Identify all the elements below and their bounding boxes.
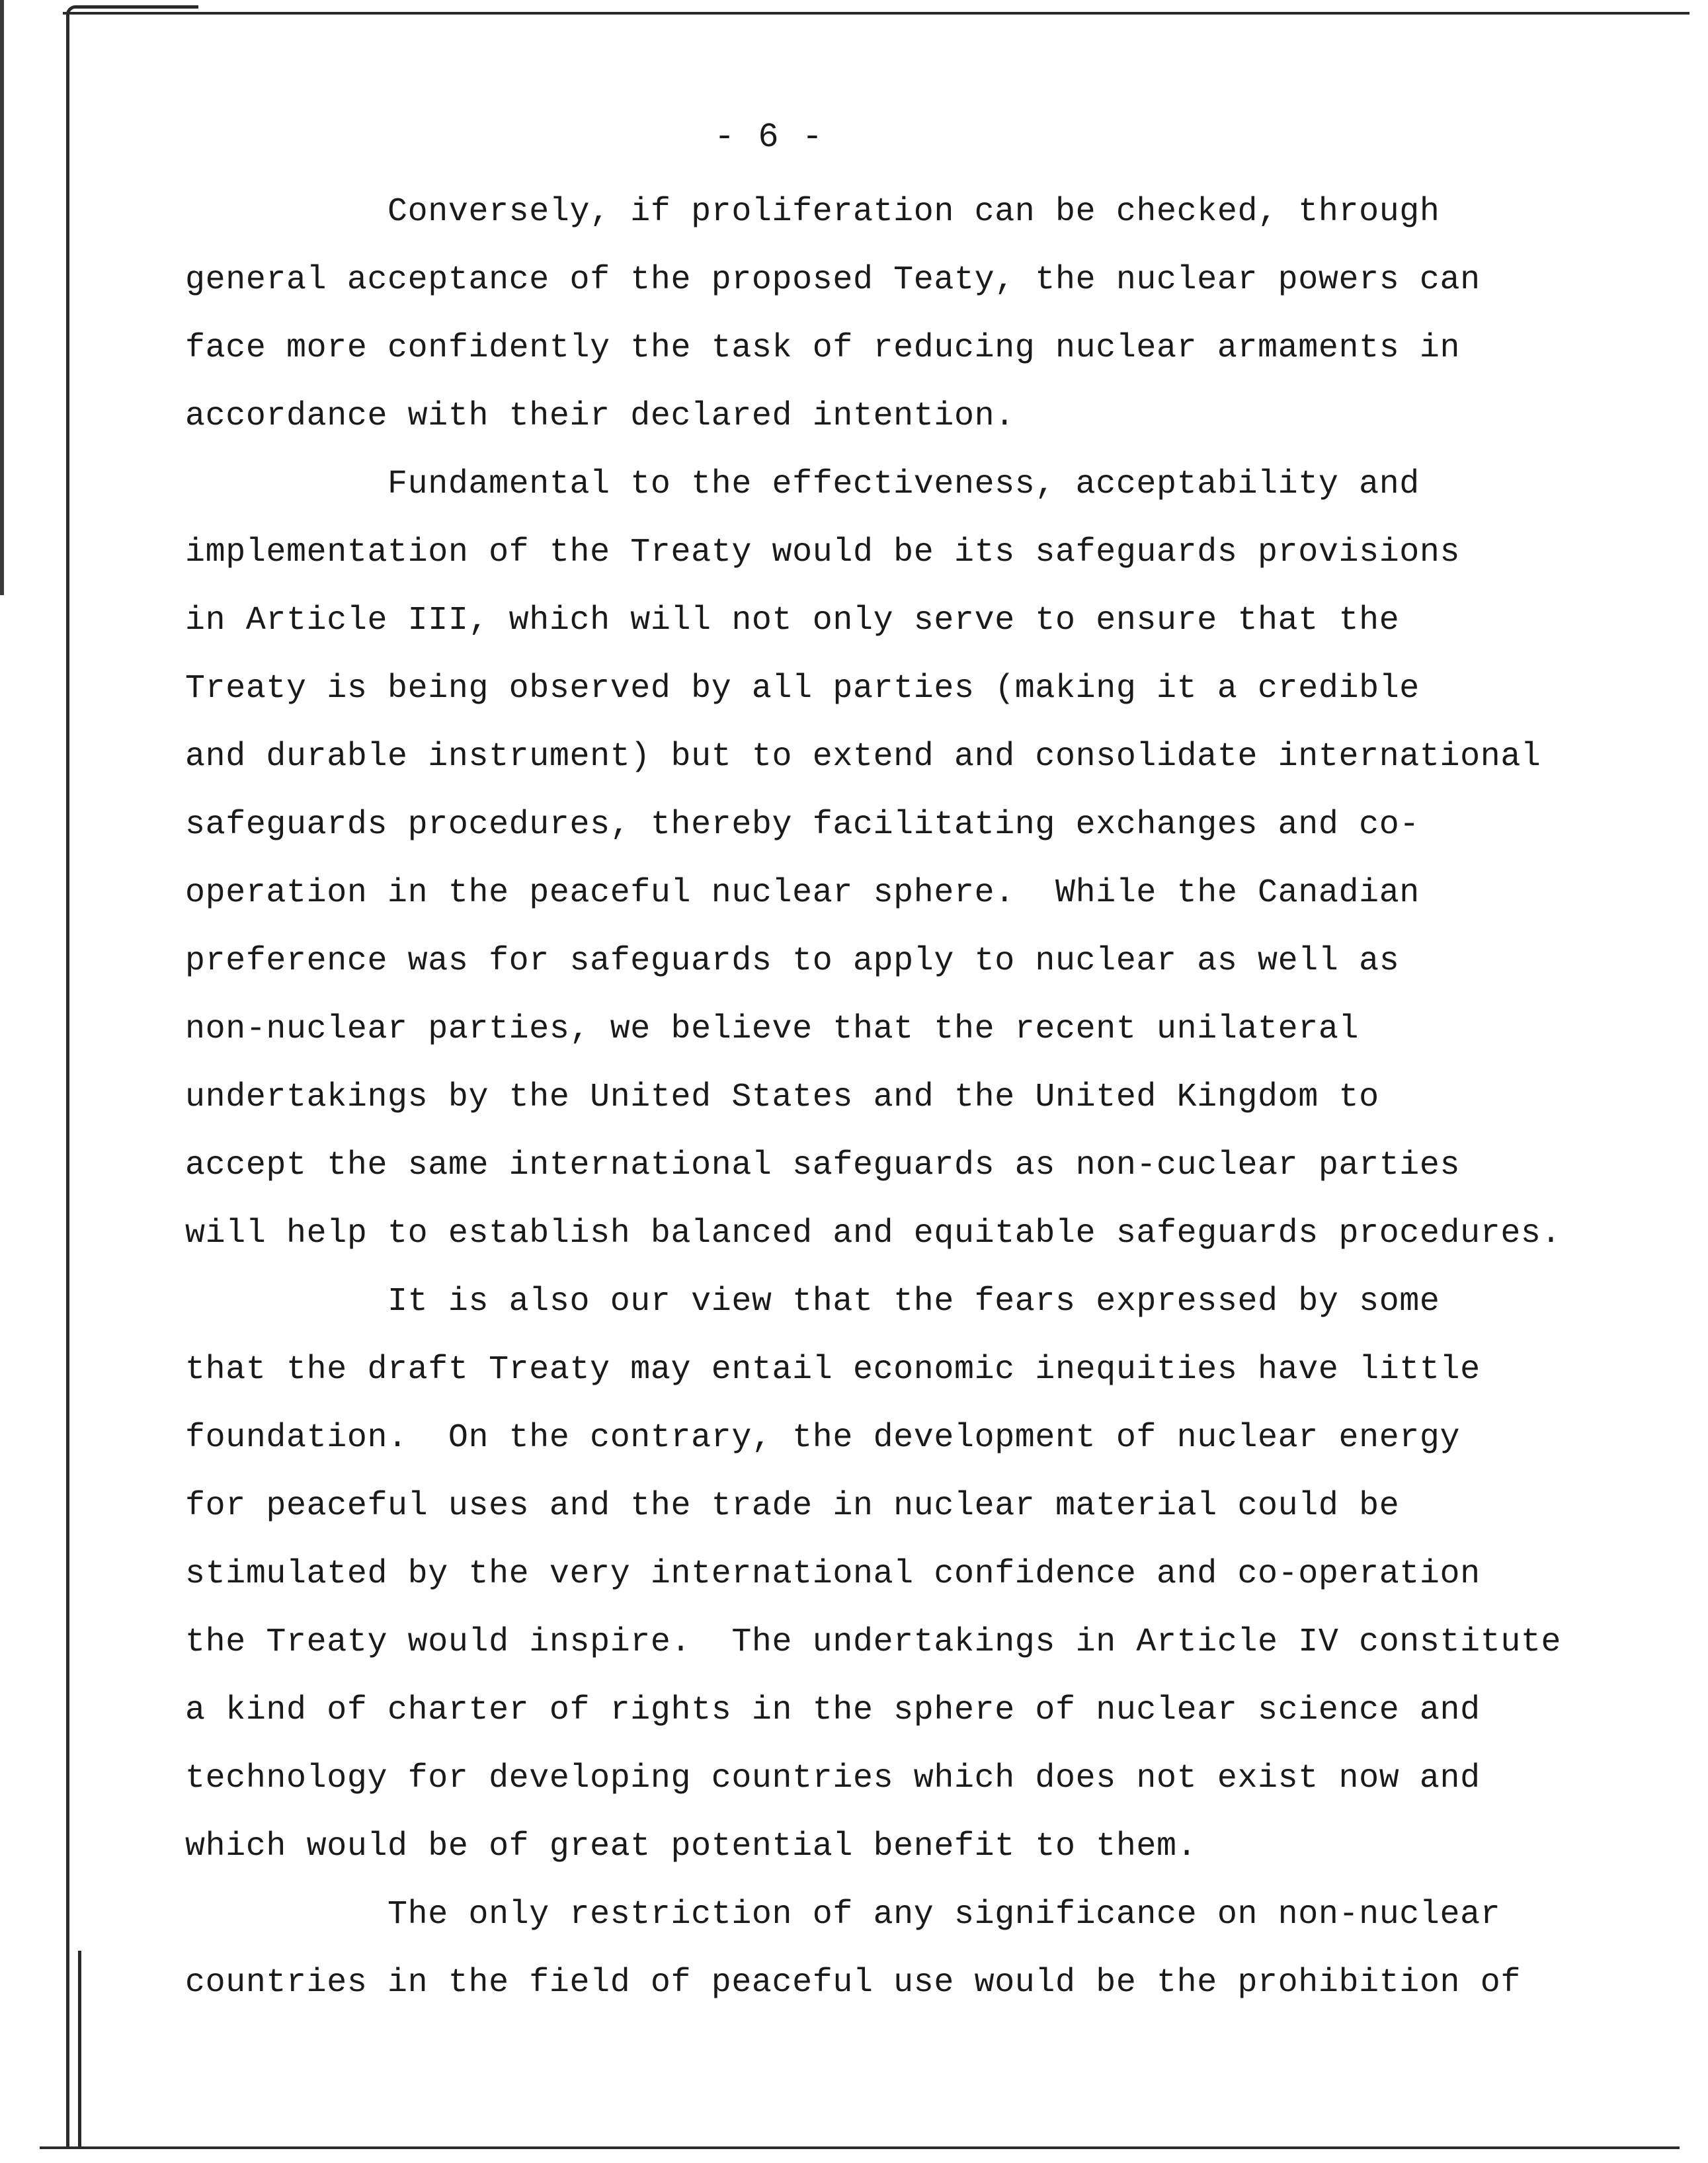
text-line: accept the same international safeguards as non-cuclear parties [185, 1147, 1461, 1184]
text-line: implementation of the Treaty would be its safeguards provisions [185, 534, 1461, 571]
text-line: stimulated by the very international confidence and co-operation [185, 1555, 1481, 1593]
text-line: undertakings by the United States and the United Kingdom to [185, 1079, 1379, 1116]
text-line: operation in the peaceful nuclear sphere. While the Canadian [185, 874, 1420, 912]
text-line: which would be of great potential benefit to them. [185, 1828, 1198, 1865]
scan-border-bottom [40, 2146, 1680, 2149]
text-line: and durable instrument) but to extend and consolidate international [185, 738, 1541, 776]
text-line: Treaty is being observed by all parties (making it a credible [185, 670, 1420, 708]
text-line: preference was for safeguards to apply to nuclear as well as [185, 942, 1400, 980]
text-line: that the draft Treaty may entail economic inequities have little [185, 1351, 1481, 1389]
text-line: in Article III, which will not only serve to ensure that the [185, 602, 1400, 639]
text-line: countries in the field of peaceful use would be the prohibition of [185, 1964, 1521, 2002]
text-line: Conversely, if proliferation can be checked, through [185, 193, 1440, 231]
text-line: It is also our view that the fears expressed by some [185, 1283, 1440, 1321]
text-line: Fundamental to the effectiveness, acceptability and [185, 466, 1420, 503]
text-line: safeguards procedures, thereby facilitating exchanges and co- [185, 806, 1420, 844]
page-number: - 6 - [714, 118, 825, 157]
scan-border-left-inner [78, 1951, 81, 2149]
scan-border-left [66, 12, 69, 2148]
text-line: general acceptance of the proposed Teaty, the nuclear powers can [185, 261, 1481, 299]
text-line: accordance with their declared intention. [185, 397, 1015, 435]
text-line: technology for developing countries which does not exist now and [185, 1760, 1481, 1797]
text-line: non-nuclear parties, we believe that the recent unilateral [185, 1010, 1360, 1048]
text-line: the Treaty would inspire. The undertakings in Article IV constitute [185, 1623, 1562, 1661]
text-line: face more confidently the task of reducing nuclear armaments in [185, 329, 1461, 367]
text-line: a kind of charter of rights in the sphere of nuclear science and [185, 1692, 1481, 1729]
text-line: The only restriction of any significance on non-nuclear [185, 1896, 1501, 1934]
scan-edge-left [0, 0, 4, 595]
text-line: will help to establish balanced and equitable safeguards procedures. [185, 1215, 1562, 1252]
text-line: for peaceful uses and the trade in nuclear material could be [185, 1487, 1400, 1525]
text-line: foundation. On the contrary, the development of nuclear energy [185, 1419, 1461, 1457]
scan-border-top [63, 12, 1689, 15]
